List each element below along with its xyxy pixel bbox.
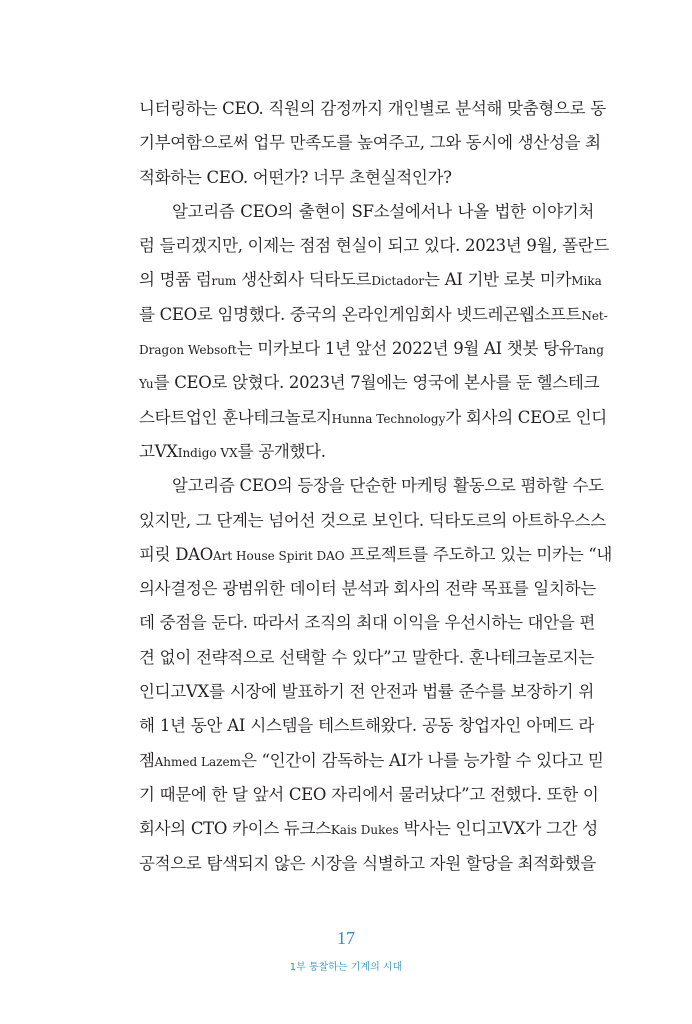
text-run: 데 중점을 둔다. 따라서 조직의 최대 이익을 우선시하는 대안을 편 bbox=[139, 613, 596, 633]
text-run: 는 미카보다 1년 앞선 2022년 9월 AI 챗봇 탕유 bbox=[236, 339, 575, 359]
foreign-gloss: Yu bbox=[139, 377, 154, 392]
text-run: 를 CEO로 앉혔다. 2023년 7월에는 영국에 본사를 둔 헬스테크 bbox=[153, 373, 600, 393]
foreign-gloss: Net- bbox=[581, 308, 608, 323]
foreign-gloss: Kais Dukes bbox=[330, 823, 399, 838]
text-line bbox=[139, 606, 594, 640]
foreign-gloss: Art House Spirit DAO bbox=[213, 548, 345, 563]
foreign-gloss: Tang bbox=[574, 343, 604, 358]
text-line bbox=[139, 538, 613, 572]
foreign-gloss: Hunna Technology bbox=[331, 411, 446, 426]
text-run: 는 AI 기반 로봇 미카 bbox=[424, 270, 572, 290]
text-line bbox=[139, 504, 606, 538]
text-run: 은 “인간이 감독하는 AI가 나를 능가할 수 있다고 믿 bbox=[240, 750, 604, 770]
text-run: 의 명품 럼 bbox=[139, 270, 212, 290]
foreign-gloss: Dictador bbox=[371, 274, 425, 289]
text-line bbox=[139, 92, 606, 126]
page-number: 17 bbox=[337, 928, 355, 948]
text-run: 생산회사 딕타도르 bbox=[236, 270, 372, 290]
text-run: 프로젝트를 주도하고 있는 미카는 “내 bbox=[344, 544, 613, 564]
text-line bbox=[139, 229, 610, 263]
text-line bbox=[139, 263, 602, 297]
text-run: 니터링하는 CEO. 직원의 감정까지 개인별로 분석해 맞춤형으로 동 bbox=[139, 99, 606, 118]
paragraph bbox=[139, 92, 606, 195]
text-line bbox=[139, 641, 594, 675]
text-run: 피릿 DAO bbox=[139, 544, 213, 564]
text-run: 스타트업인 훈나테크놀로지 bbox=[139, 407, 332, 427]
text-line bbox=[139, 778, 599, 812]
text-run: 를 CEO로 임명했다. 중국의 온라인게임회사 넷드레곤웹소프트 bbox=[139, 304, 582, 324]
text-run: 견 없이 전략적으로 선택할 수 있다”고 말한다. 훈나테크놀로지는 bbox=[139, 647, 594, 667]
text-line bbox=[139, 675, 594, 709]
paragraph bbox=[139, 469, 613, 881]
text-run: 적화하는 CEO. 어떤가? 너무 초현실적인가? bbox=[139, 167, 452, 187]
text-run: 럼 들리겠지만, 이제는 점점 현실이 되고 있다. 2023년 9월, 폴란드 bbox=[139, 236, 610, 256]
text-line bbox=[139, 847, 594, 881]
text-line bbox=[139, 366, 600, 400]
text-run: 를 공개했다. bbox=[237, 441, 326, 461]
foreign-gloss: Dragon Websoft bbox=[139, 343, 237, 358]
text-line bbox=[139, 812, 598, 846]
text-run: 인디고VX를 시장에 발표하기 전 안전과 법률 준수를 보장하기 위 bbox=[139, 682, 594, 702]
text-run: 가 회사의 CEO로 인디 bbox=[445, 407, 607, 427]
text-run: 박사는 인디고VX가 그간 성 bbox=[398, 819, 598, 839]
text-line bbox=[139, 161, 594, 195]
text-run: 공적으로 탐색되지 않은 시장을 식별하고 자원 할당을 최적화했을 bbox=[139, 853, 596, 873]
text-line bbox=[139, 469, 604, 503]
foreign-gloss: Mika bbox=[571, 274, 602, 289]
text-line bbox=[139, 709, 594, 743]
text-run: 회사의 CTO 카이스 듀크스 bbox=[139, 819, 331, 839]
running-footer: 1부 통찰하는 기계의 시대 bbox=[289, 962, 403, 973]
page-body bbox=[139, 92, 613, 881]
text-run: 알고리즘 CEO의 출현이 SF소설에서나 나올 법한 이야기처 bbox=[172, 201, 594, 221]
text-run: 알고리즘 CEO의 등장을 단순한 마케팅 활동으로 폄하할 수도 bbox=[172, 476, 604, 496]
foreign-gloss: rum bbox=[211, 274, 237, 289]
foreign-gloss: Ahmed Lazem bbox=[154, 754, 241, 769]
text-run: 고VX bbox=[139, 441, 178, 461]
paragraph bbox=[139, 195, 610, 469]
text-run: 해 1년 동안 AI 시스템을 테스트해왔다. 공동 창업자인 아메드 라 bbox=[139, 716, 594, 736]
text-line bbox=[139, 332, 604, 366]
text-run: 젬 bbox=[139, 750, 155, 770]
text-line bbox=[139, 195, 594, 229]
text-line bbox=[139, 126, 601, 160]
text-run: 있지만, 그 단계는 넘어선 것으로 보인다. 딕타도르의 아트하우스스 bbox=[139, 510, 606, 530]
text-line bbox=[139, 572, 594, 606]
text-line bbox=[139, 744, 604, 778]
text-run: 의사결정은 광범위한 데이터 분석과 회사의 전략 목표를 일치하는 bbox=[139, 579, 596, 599]
text-line bbox=[139, 298, 608, 332]
text-line bbox=[139, 401, 607, 435]
text-run: 기 때문에 한 달 앞서 CEO 자리에서 물러났다”고 전했다. 또한 이 bbox=[139, 784, 599, 804]
foreign-gloss: Indigo VX bbox=[177, 445, 238, 460]
text-run: 기부여함으로써 업무 만족도를 높여주고, 그와 동시에 생산성을 최 bbox=[139, 133, 601, 153]
text-line bbox=[139, 435, 594, 469]
